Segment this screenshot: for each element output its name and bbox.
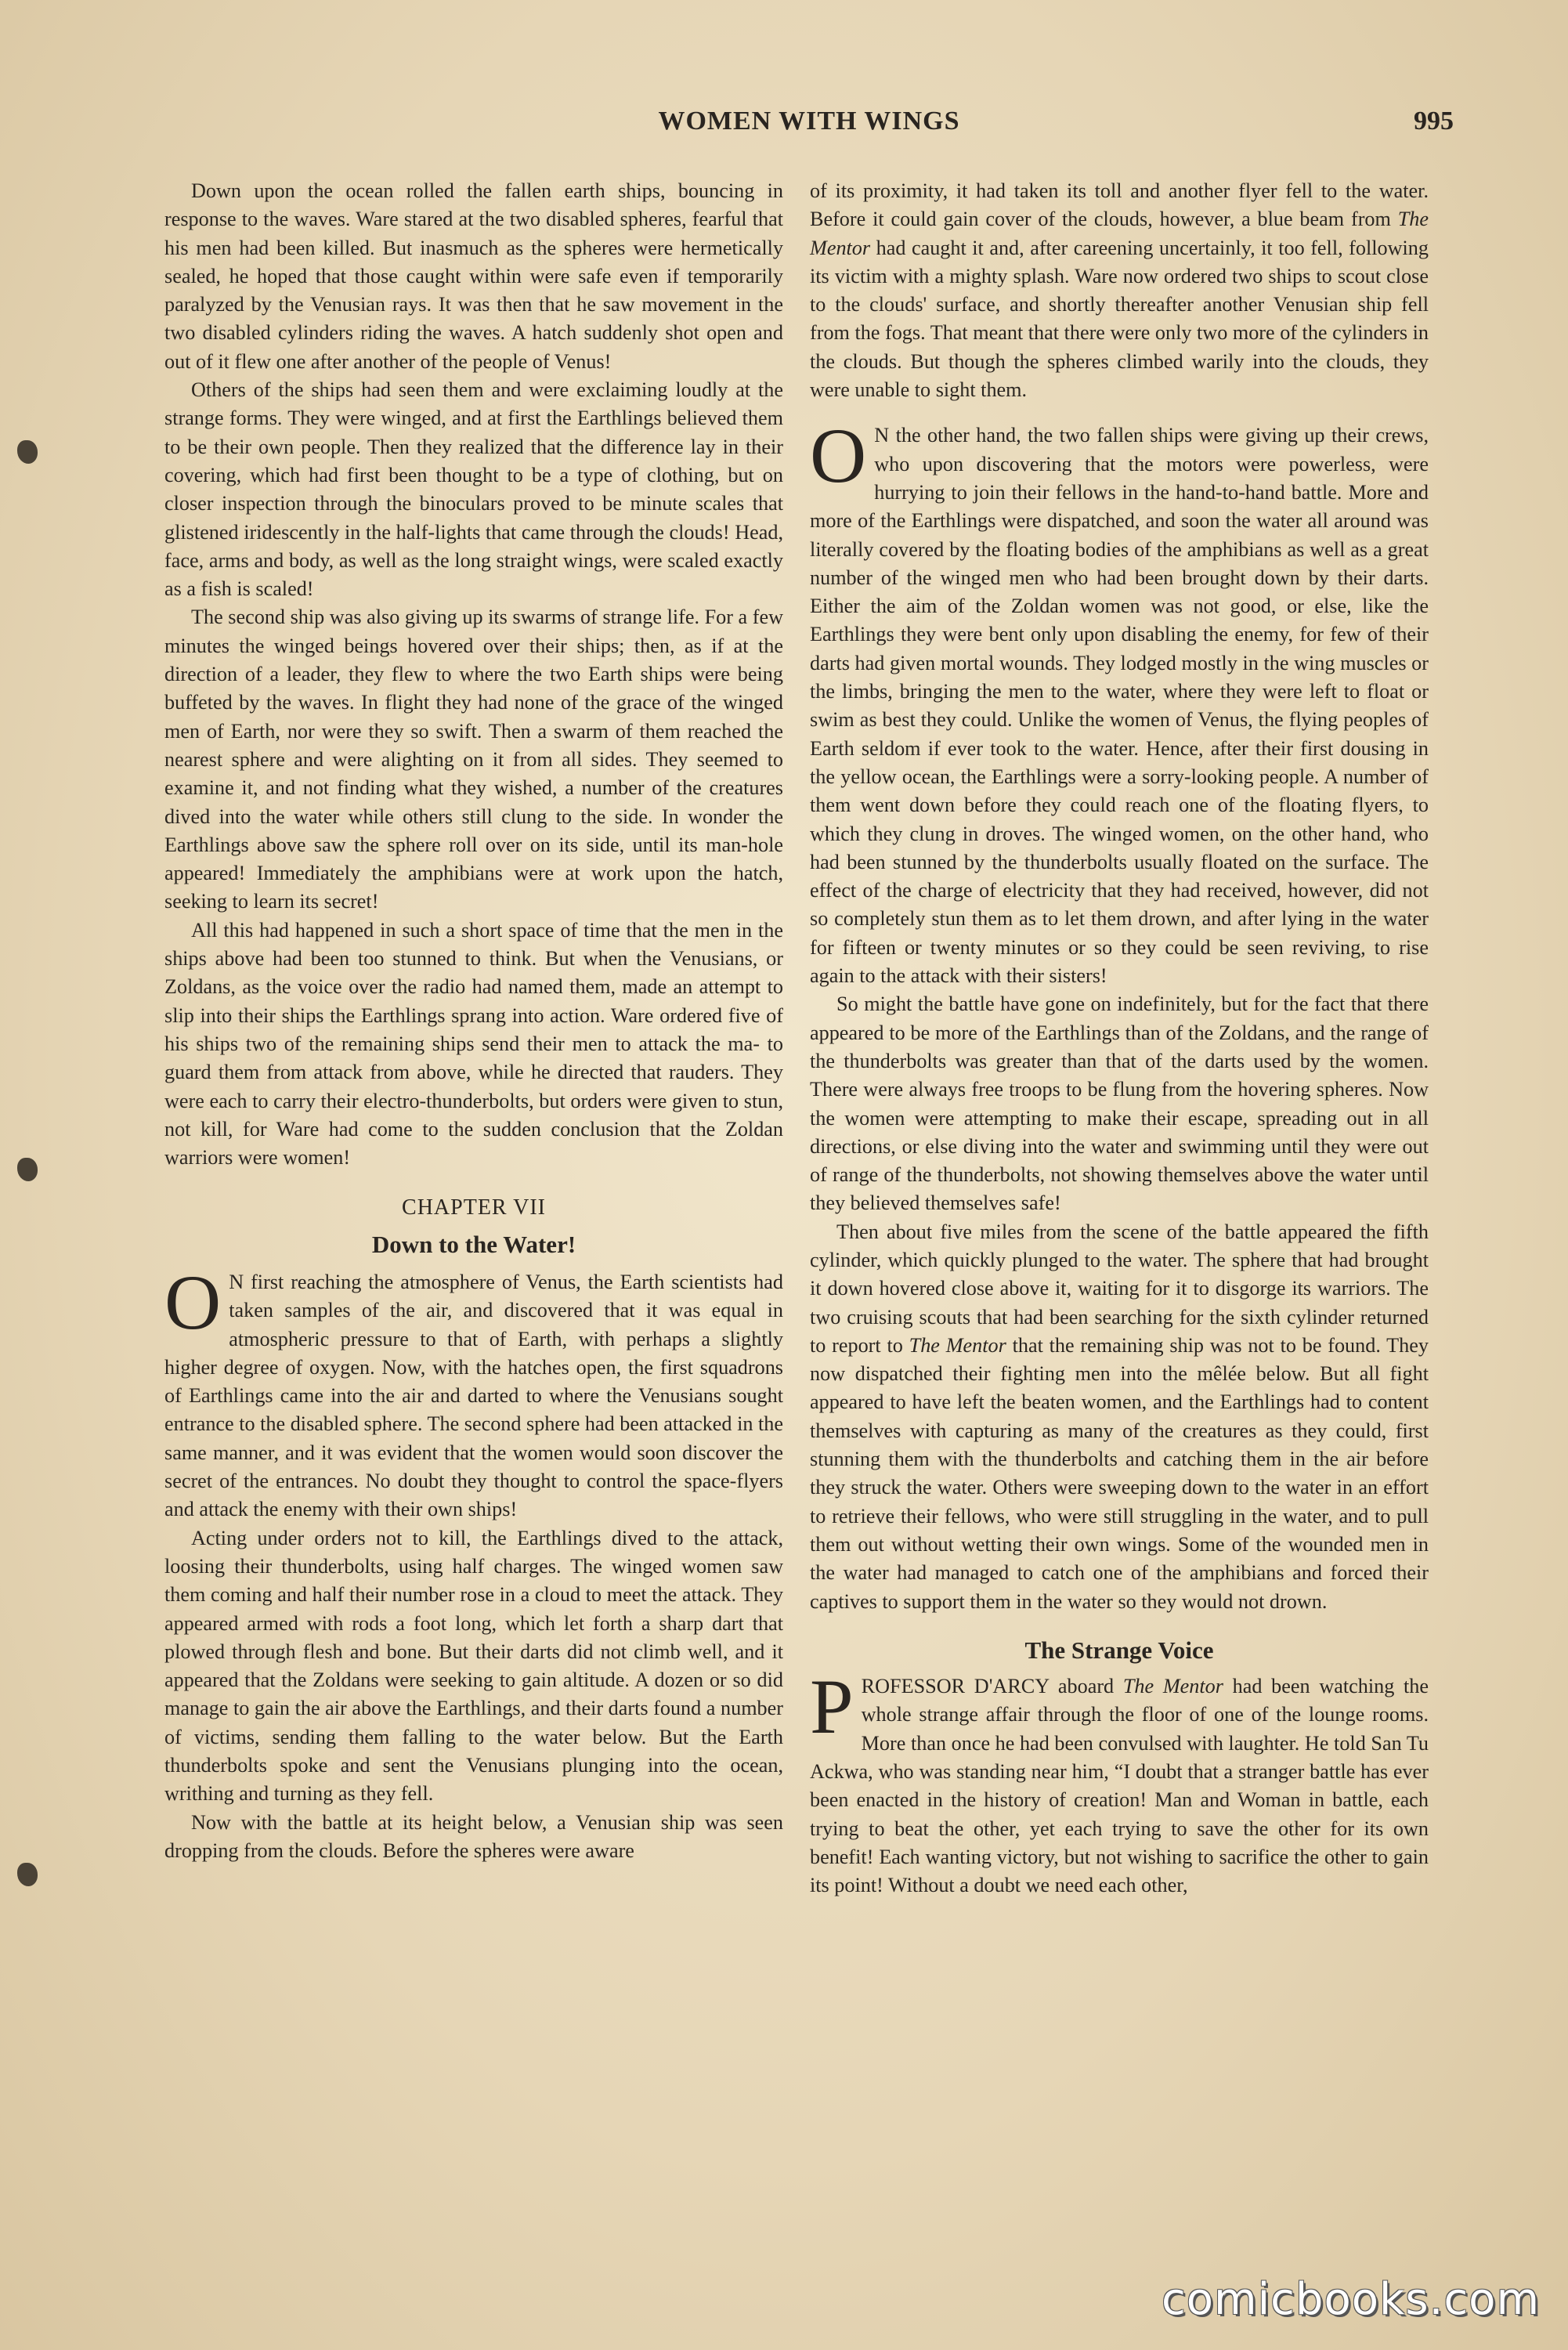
paragraph: Others of the ships had seen them and were exclaiming loudly at the strange forms. They were winged, and at first the Earthlings believed them to be their own people. Then they realized that the difference lay in their covering, which had first been thought to be a type of clothing, but on closer inspection through the binoculars proved to be minute scales that glistened iridescently in the half-lights that came through the clouds! Head, face, arms and body, as well as the long straight wings, were scaled exactly as a fish is scaled! [164, 378, 783, 601]
paragraph-dropcap [164, 1258, 783, 1524]
text-run: of its proximity, it had taken its toll and another flyer fell to the water. Before it could gain cover of the clouds, however, a blue beam from [810, 179, 1429, 231]
paragraph [810, 1218, 1429, 1616]
text-run: ROFESSOR D'ARCY aboard [861, 1675, 1123, 1698]
paragraph: All this had happened in such a short space of time that the men in the ships above had been too stunned to think. But when the Venusians, or Zoldans, as the voice over the radio had named them, made an attempt to slip into their ships the Earthlings sprang into action. Ware ordered five of his ships two of the remaining ships send their men to attack the ma- to guard them from attack from above, while he directed that rauders. They were each to carry their electro-thunderbolts, but orders were given to stun, not kill, for Ware had come to the sudden conclusion that the Zoldan warriors were women! [164, 918, 783, 1170]
right-column [810, 177, 1429, 1900]
drop-cap: P [810, 1663, 854, 1751]
running-title: WOMEN WITH WINGS [658, 107, 960, 136]
paragraph: Down upon the ocean rolled the fallen earth ships, bouncing in response to the waves. Ware stared at the two disabled spheres, fearful that his men had been killed. But inasmuch as the spheres were hermetically sealed, he hoped that those caught within were safe even if temporarily paralyzed by the Venusian rays. It was then that he saw movement in the two disabled cylinders riding the waves. A hatch suddenly shot open and out of it flew one after another of the people of Venus! [164, 179, 783, 373]
page-header [164, 107, 1454, 154]
drop-cap: O [810, 412, 867, 500]
text-run: had caught it and, after careening uncertainly, it too fell, following its victim with a mighty splash. Ware now ordered two ships to scout close to the clouds' surface, and shortly thereafter another Venusian ship fell from the fogs. That meant that there were only two more of the cylinders in the clouds. But though the spheres climbed warily into the clouds, they were unable to sight them. [810, 236, 1429, 402]
ship-name: The Mentor [909, 1333, 1006, 1357]
text-run: had been watching the whole strange affair through the floor of one of the lounge rooms. More than once he had been convulsed with laughter. He told San Tu Ackwa, who was standing near him, “I doubt that a stranger battle has ever been enacted in the history of creation! Man and Woman in battle, each trying to beat the other, yet each trying to save the other for its own benefit! Each wanting victory, but not wishing to sacrifice the other to gain its point! Without a doubt we need each other, [810, 1675, 1429, 1897]
ship-name: The Mentor [1122, 1675, 1223, 1698]
text-run: that the remaining ship was not to be found. They now dispatched their fighting men into the mêlée below. But all fight appeared to have left the beaten women, and the Earthlings had to content themselves with capturing as many of the creatures as they could, first stunning them with the thunderbolts and catching them in the air before they struck the water. Others were sweeping down to the water in an effort to retrieve their fellows, who were still struggling in the water, and to pull them out without wetting their own wings. Some of the wounded men in the water had managed to catch one of the amphibians and forced their captives to support them in the water so they would not drown. [810, 1333, 1429, 1613]
binding-hole [17, 440, 38, 464]
paragraph-dropcap [810, 412, 1429, 990]
paragraph: Now with the battle at its height below, a Venusian ship was seen dropping from the clouds. Before the spheres were aware [164, 1810, 783, 1862]
ship-name: The Mentor [810, 208, 1429, 259]
page-number: 995 [1414, 107, 1454, 136]
source-watermark: comicbooks.com [1161, 2274, 1540, 2325]
section-heading: The Strange Voice [1024, 1636, 1214, 1664]
paragraph: So might the battle have gone on indefinitely, but for the fact that there appeared to be more of the Earthlings than of the Zoldans, and the range of the thunderbolts was greater than that of the darts used by the women. There were always free troops to be flung from the hovering spheres. Now the women were attempting to make their escape, spreading out in all directions, or else diving into the water and swimming until they were out of range of the thunderbolts, not showing themselves above the water until they believed themselves safe! [810, 992, 1429, 1215]
chapter-title: Down to the Water! [371, 1230, 576, 1258]
paragraph: Acting under orders not to kill, the Earthlings dived to the attack, loosing their thunderbolts, using half charges. The winged women saw them coming and half their number rose in a cloud to meet the attack. They appeared armed with rods a foot long, which let forth a sharp dart that plowed through flesh and bone. But their darts did not climb well, and it appeared that the Zoldans were seeking to gain altitude. A dozen or so did manage to gain the air above the Earthlings, and their darts found a number of victims, sending them falling to the water below. But the Earth thunderbolts spoke and sent the Venusians plunging into the ocean, writhing and turning as they fell. [164, 1526, 783, 1806]
text-run: Then about five miles from the scene of the battle appeared the fifth cylinder, which quickly plunged to the water. The sphere that had brought it down hovered close above it, waiting for it to disgorge its warriors. The two cruising scouts that had been searching for the sixth cylinder returned to report to [810, 1220, 1429, 1357]
paragraph [810, 177, 1429, 404]
binding-hole [17, 1158, 38, 1181]
paragraph: The second ship was also giving up its swarms of strange life. For a few minutes the winged beings hovered over their ships; then, as if at the direction of a leader, they flew to where the two Earth ships were being buffeted by the waves. In flight they had none of the grace of the winged men of Earth, nor were they so swift. Then a swarm of them reached the nearest sphere and were alighting on it from all sides. They seemed to examine it, and not finding what they wished, a number of the creatures dived into the water while others still clung to the side. In wonder the Earthlings above saw the sphere roll over on its side, until its man-hole appeared! Immediately the amphibians were at work upon the hatch, seeking to learn its secret! [164, 606, 783, 913]
binding-hole [17, 1863, 38, 1886]
paragraph-text: N first reaching the atmosphere of Venus, the Earth scientists had taken samples of the air, and discovered that it was equal in atmospheric pressure to that of Earth, with perhaps a slightly higher degree of oxygen. Now, with the hatches open, the first squadrons of Earthlings came into the air and darted to where the Venusians sought entrance to the disabled sphere. The second sphere had been attacked in the same manner, and it was evident that the women would soon discover the secret of the entrances. No doubt they thought to control the space-flyers and attack the enemy with their own ships! [164, 1270, 783, 1521]
paragraph-dropcap [810, 1663, 1429, 1900]
left-column [164, 177, 783, 1865]
chapter-label: CHAPTER VII [402, 1195, 546, 1220]
section-gap [810, 404, 1429, 421]
paragraph-text: N the other hand, the two fallen ships were giving up their crews, who upon discovering that the motors were powerless, were hurrying to join their fellows in the hand-to-hand battle. More and more of the Earthlings were dispatched, and soon the water all around was literally covered by the floating bodies of the amphibians as well as a great number of the winged men who had been brought down by their darts. Either the aim of the Zoldan women was not good, or else, like the Earthlings they were bent only upon disabling the enemy, for few of their darts had given mortal wounds. They lodged mostly in the wing muscles or the limbs, bringing the men to the water, where they were left to float or swim as best they could. Unlike the women of Venus, the flying peoples of Earth seldom if ever took to the water. Hence, after their first dousing in the yellow ocean, the Earthlings were a sorry-looking people. A number of them went down before they could reach one of the floating flyers, to which they clung in droves. The winged women, on the other hand, who had been stunned by the thunderbolts usually floated on the surface. The effect of the charge of electricity that they had received, however, did not so completely stun them as to let them drown, and after lying in the water for fifteen or twenty minutes or so they could be seen reviving, to rise again to the attack with their sisters! [810, 424, 1429, 988]
drop-cap: O [164, 1258, 222, 1346]
